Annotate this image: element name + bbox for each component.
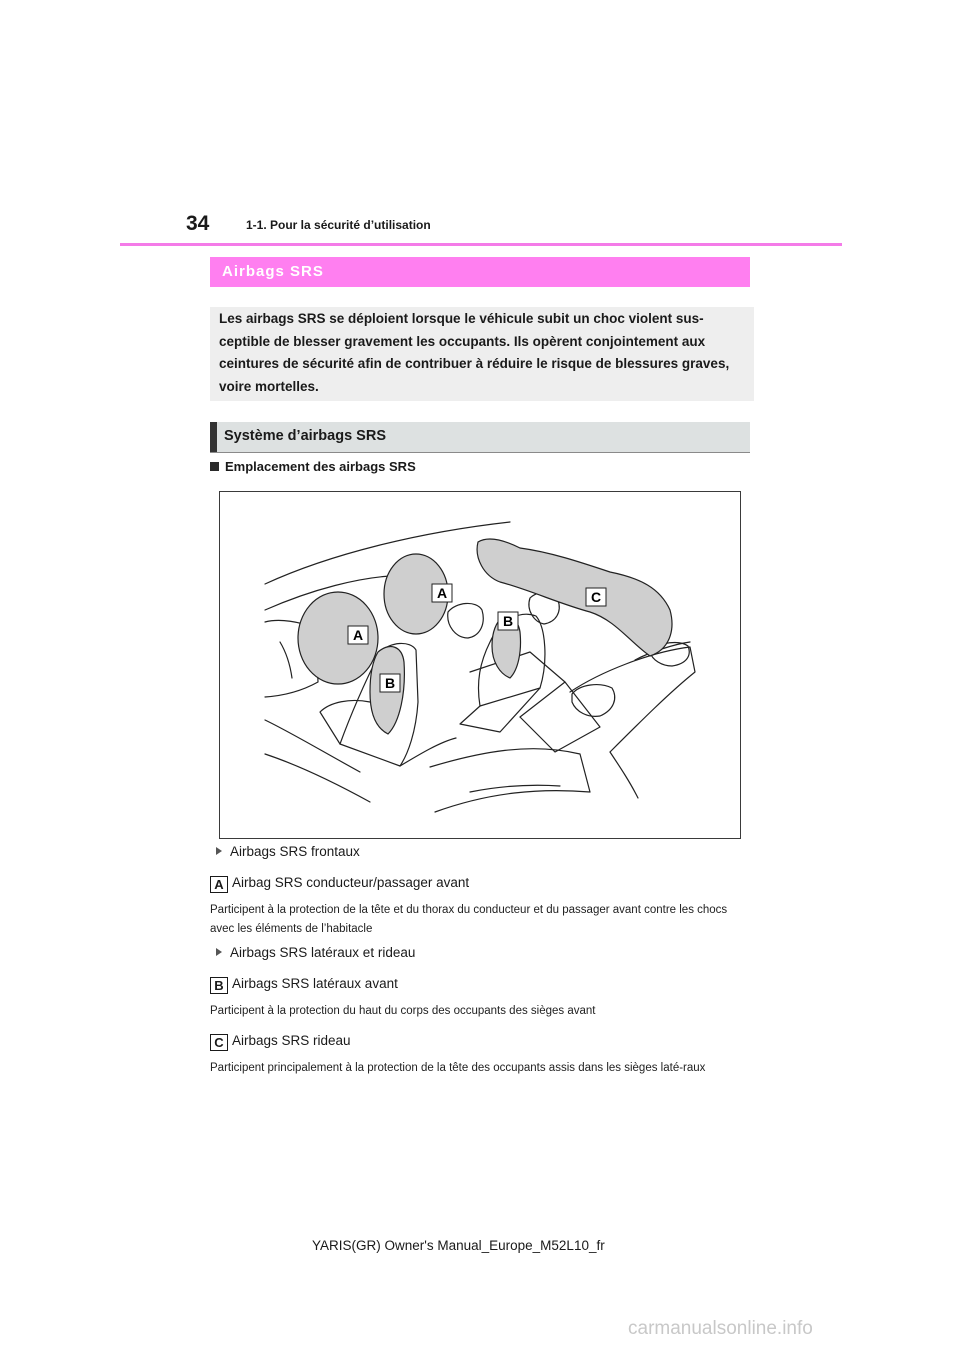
page-number: 34 [186,212,210,235]
heading-accent [210,422,217,452]
bullet-side-curtain-text: Airbags SRS latéraux et rideau [230,945,416,960]
intro-text: Les airbags SRS se déploient lorsque le véhicule subit un choc violent sus-ceptible de blesser gravement les occupants. Ils opèrent conjointement aux ceintures de sécurité afin de contribuer à réduire le risque de blessures graves, voire mortelles. [219,311,730,394]
tag-a: A [210,876,228,893]
item-c-label: Airbags SRS rideau [232,1033,351,1048]
callout-c-curtain: C [590,589,602,605]
triangle-bullet-icon [216,847,222,855]
square-bullet-icon [210,462,219,471]
callout-a-passenger: A [436,585,448,601]
system-heading-bar [210,422,750,453]
footer-manual-id: YARIS(GR) Owner's Manual_Europe_M52L10_fr [312,1238,605,1253]
item-a [210,875,469,893]
item-b [210,976,398,994]
tag-b: B [210,977,228,994]
airbag-illustration [219,491,741,839]
system-heading: Système d’airbags SRS [224,428,386,444]
location-heading-text: Emplacement des airbags SRS [225,459,416,474]
callout-b-driver: B [384,675,396,691]
callout-a-driver: A [352,627,364,643]
header-divider [120,243,842,246]
bullet-frontal-text: Airbags SRS frontaux [230,844,360,859]
item-a-label: Airbag SRS conducteur/passager avant [232,875,470,890]
item-c [210,1033,351,1051]
item-a-description: Participent à la protection de la tête et du thorax du conducteur et du passager avant contre les chocs avec les éléments de l’habitacle [210,904,728,935]
location-heading [210,459,416,474]
item-c-description: Participent principalement à la protection de la tête des occupants assis dans les sièges laté-raux [210,1062,706,1074]
bullet-side-curtain [216,945,415,960]
item-b-description: Participent à la protection du haut du corps des occupants des sièges avant [210,1005,596,1017]
chapter-title: Airbags SRS [222,263,324,280]
watermark: carmanualsonline.info [628,1318,813,1339]
callout-b-passenger: B [502,613,514,629]
chapter-title-bar [210,257,750,287]
triangle-bullet-icon [216,948,222,956]
bullet-frontal [216,844,360,859]
intro-box [210,307,754,401]
section-title: 1-1. Pour la sécurité d’utilisation [246,218,431,232]
item-b-label: Airbags SRS latéraux avant [232,976,398,991]
tag-c: C [210,1034,228,1051]
car-interior-drawing [220,492,740,838]
